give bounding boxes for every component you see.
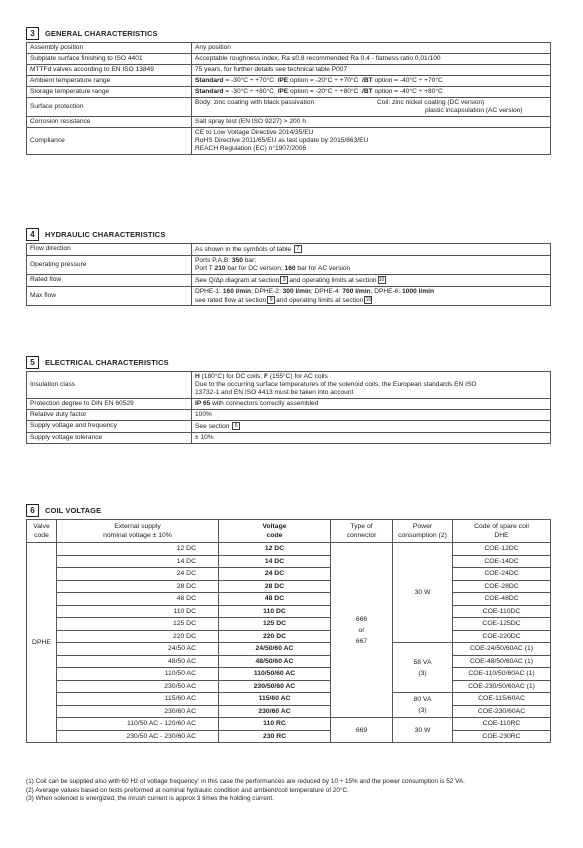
- section-header: [26, 503, 551, 517]
- spare-code: COE-230/50/60AC (1): [453, 680, 551, 693]
- ext-voltage: 230/50 AC: [57, 680, 219, 693]
- table-row: [27, 244, 551, 256]
- electrical-table: [26, 371, 551, 444]
- table-row: [27, 705, 551, 718]
- section-title: COIL VOLTAGE: [45, 505, 102, 515]
- table-row: [27, 730, 551, 743]
- row-label: Assembly position: [27, 43, 192, 54]
- col-header-valve: Valve code: [27, 520, 57, 543]
- ext-voltage: 48/50 AC: [57, 655, 219, 668]
- row-value: 100%: [192, 410, 551, 421]
- table-row: [27, 618, 551, 631]
- voltage-code: 12 DC: [219, 543, 331, 556]
- row-label: Relative duty factor: [27, 410, 192, 421]
- voltage-code: 110/50/60 AC: [219, 668, 331, 681]
- table-row: [27, 372, 551, 399]
- row-label: Operating pressure: [27, 255, 192, 274]
- col-header-power: Power consumption (2): [393, 520, 453, 543]
- table-row: [27, 432, 551, 443]
- footnotes: [26, 778, 465, 804]
- table-row: [27, 668, 551, 681]
- table-row: [27, 65, 551, 76]
- row-label: Insulation class: [27, 372, 192, 399]
- section-ref-icon[interactable]: 6: [232, 422, 240, 430]
- footnote: (3) When solenoid is energized, the inrush current is approx 3 times the holding current.: [26, 795, 274, 802]
- row-value: See Q/Δp diagram at section 9 and operating limits at section 10: [192, 274, 551, 286]
- ext-voltage: 24 DC: [57, 568, 219, 581]
- section-title: HYDRAULIC CHARACTERISTICS: [45, 229, 166, 239]
- table-row: [27, 543, 551, 556]
- ext-voltage: 24/50 AC: [57, 643, 219, 656]
- spare-code: COE-24DC: [453, 568, 551, 581]
- table-row: [27, 399, 551, 410]
- power-cell: 80 VA (3): [393, 693, 453, 718]
- col-header-voltage-code: Voltage code: [219, 520, 331, 543]
- section-header: [26, 227, 551, 241]
- row-label: Max flow: [27, 286, 192, 306]
- table-row: [27, 568, 551, 581]
- section-title: GENERAL CHARACTERISTICS: [45, 28, 158, 38]
- spare-code: COE-12DC: [453, 543, 551, 556]
- table-row: [27, 128, 551, 155]
- row-value: Any position: [192, 43, 551, 54]
- section-general: [26, 26, 551, 155]
- col-header-connector: Type of connector: [331, 520, 393, 543]
- table-row: [27, 693, 551, 706]
- table-row: [27, 286, 551, 306]
- section-header: [26, 26, 551, 40]
- ext-voltage: 48 DC: [57, 593, 219, 606]
- voltage-code: 115/60 AC: [219, 693, 331, 706]
- footnote: (2) Average values based on tests preformed at nominal hydraulic condition and ambient/coil temperature of 20°C.: [26, 786, 349, 794]
- row-value: H (180°C) for DC coils; F (155°C) for AC coils Due to the occurring surface temperatures of the solenoid coils, the European standards EN ISO 13732-1 and EN ISO 4413 must be taken into account: [192, 372, 551, 399]
- voltage-code: 110 DC: [219, 605, 331, 618]
- table-row: [27, 605, 551, 618]
- ext-voltage: 125 DC: [57, 618, 219, 631]
- section-ref-icon[interactable]: 10: [378, 276, 385, 283]
- ext-voltage: 110/50 AC - 120/60 AC: [57, 718, 219, 731]
- row-value: As shown in the symbols of table 7: [192, 244, 551, 256]
- spare-code: COE-110RC: [453, 718, 551, 731]
- connector-cell: 666 or 667: [331, 543, 393, 718]
- voltage-code: 24 DC: [219, 568, 331, 581]
- ext-voltage: 110 DC: [57, 605, 219, 618]
- voltage-code: 48/50/60 AC: [219, 655, 331, 668]
- table-row: [27, 117, 551, 128]
- row-label: Protection degree to DIN EN 60529: [27, 399, 192, 410]
- ext-voltage: 230/60 AC: [57, 705, 219, 718]
- voltage-code: 28 DC: [219, 580, 331, 593]
- row-value: IP 65 with connectors correctly assembled: [192, 399, 551, 410]
- spare-code: COE-24/50/60AC (1): [453, 643, 551, 656]
- row-value: Acceptable roughness index, Ra ≤0,8 recommended Ra 0,4 - flatness ratio 0,01/100: [192, 54, 551, 65]
- section-electrical: [26, 355, 551, 444]
- table-row: [27, 421, 551, 433]
- section-number: 3: [26, 27, 39, 40]
- table-row: [27, 87, 551, 98]
- table-row: [27, 643, 551, 656]
- section-number: 5: [26, 356, 39, 369]
- spare-code: COE-125DC: [453, 618, 551, 631]
- row-value: Ports P,A,B: 350 bar; Port T 210 bar for DC version; 160 bar for AC version: [192, 255, 551, 274]
- spare-code: COE-48/50/60AC (1): [453, 655, 551, 668]
- row-label: Rated flow: [27, 274, 192, 286]
- row-value: CE to Low Voltage Directive 2014/35/EU RoHS Directive 2011/65/EU as last update by 2015/863/EU REACH Regulation (EC) n°1907/2006: [192, 128, 551, 155]
- row-value: Body: zinc coating with black passivation Coil: zinc nickel coating (DC version) plastic incapsulation (AC version): [192, 98, 551, 117]
- spare-code: COE-14DC: [453, 555, 551, 568]
- voltage-code: 230/50/60 AC: [219, 680, 331, 693]
- ext-voltage: 14 DC: [57, 555, 219, 568]
- spare-code: COE-28DC: [453, 580, 551, 593]
- ext-voltage: 110/50 AC: [57, 668, 219, 681]
- section-ref-icon[interactable]: 7: [294, 245, 302, 253]
- row-label: Flow direction: [27, 244, 192, 256]
- table-row: [27, 43, 551, 54]
- table-row: [27, 555, 551, 568]
- table-row: [27, 76, 551, 87]
- ext-voltage: 12 DC: [57, 543, 219, 556]
- general-table: [26, 42, 551, 155]
- coil-voltage-table: [26, 519, 551, 743]
- row-label: Subplate surface finishing to ISO 4401: [27, 54, 192, 65]
- power-cell: 30 W: [393, 543, 453, 643]
- section-coil-voltage: [26, 503, 551, 743]
- ext-voltage: 115/60 AC: [57, 693, 219, 706]
- table-row: [27, 680, 551, 693]
- row-value: 75 years, for further details see technical table P007: [192, 65, 551, 76]
- valve-code-cell: DPHE: [27, 543, 57, 743]
- row-label: Ambient temperature range: [27, 76, 192, 87]
- power-cell: 58 VA (3): [393, 643, 453, 693]
- section-ref-icon[interactable]: 9: [267, 296, 275, 304]
- power-cell: 30 W: [393, 718, 453, 743]
- section-header: [26, 355, 551, 369]
- voltage-code: 48 DC: [219, 593, 331, 606]
- section-ref-icon[interactable]: 10: [365, 296, 372, 303]
- section-title: ELECTRICAL CHARACTERISTICS: [45, 357, 169, 367]
- row-label: Surface protection: [27, 98, 192, 117]
- section-number: 4: [26, 228, 39, 241]
- row-value: ± 10%: [192, 432, 551, 443]
- row-label: Supply voltage tolerance: [27, 432, 192, 443]
- table-row: [27, 54, 551, 65]
- row-label: Compliance: [27, 128, 192, 155]
- row-value: Salt spray test (EN ISO 9227) > 200 h: [192, 117, 551, 128]
- spare-code: COE-110DC: [453, 605, 551, 618]
- voltage-code: 24/50/60 AC: [219, 643, 331, 656]
- table-row: [27, 718, 551, 731]
- section-number: 6: [26, 504, 39, 517]
- ext-voltage: 28 DC: [57, 580, 219, 593]
- section-hydraulic: [26, 227, 551, 306]
- row-value: Standard = -30°C ÷ +70°C /PE option = -20°C ÷ +70°C /BT option = -40°C ÷ +70°C: [192, 76, 551, 87]
- table-row: [27, 630, 551, 643]
- footnote: (1) Coil can be supplied also with 60 Hz of voltage frequency: in this case the performances are reduced by 10 ÷ 15% and the power consumption is 52 VA.: [26, 778, 465, 785]
- table-header-row: [27, 520, 551, 543]
- row-value: DPHE-1: 160 l/min; DPHE-2: 300 l/min; DPHE-4: 700 l/min; DPHE-6: 1000 l/min see rated flow at section 9 and operating limits at section 10: [192, 286, 551, 306]
- ext-voltage: 220 DC: [57, 630, 219, 643]
- row-value: See section 6: [192, 421, 551, 433]
- table-row: [27, 655, 551, 668]
- table-row: [27, 593, 551, 606]
- voltage-code: 125 DC: [219, 618, 331, 631]
- voltage-code: 14 DC: [219, 555, 331, 568]
- table-row: [27, 274, 551, 286]
- spare-code: COE-220DC: [453, 630, 551, 643]
- col-header-external: External supply nominal voltage ± 10%: [57, 520, 219, 543]
- spare-code: COE-230RC: [453, 730, 551, 743]
- voltage-code: 230 RC: [219, 730, 331, 743]
- row-value: Standard = -30°C ÷ +80°C /PE option = -20°C ÷ +80°C /BT option = -40°C ÷ +80°C: [192, 87, 551, 98]
- hydraulic-table: [26, 243, 551, 306]
- table-row: [27, 98, 551, 117]
- spare-code: COE-115/60AC: [453, 693, 551, 706]
- col-header-spare: Code of spare coil DHE: [453, 520, 551, 543]
- voltage-code: 220 DC: [219, 630, 331, 643]
- voltage-code: 110 RC: [219, 718, 331, 731]
- table-row: [27, 410, 551, 421]
- row-label: Supply voltage and frequency: [27, 421, 192, 433]
- connector-cell: 669: [331, 718, 393, 743]
- spare-code: COE-230/60AC: [453, 705, 551, 718]
- row-label: Corrosion resistance: [27, 117, 192, 128]
- spare-code: COE-48DC: [453, 593, 551, 606]
- voltage-code: 230/60 AC: [219, 705, 331, 718]
- section-ref-icon[interactable]: 9: [280, 276, 288, 284]
- spare-code: COE-110/50/60AC (1): [453, 668, 551, 681]
- table-row: [27, 580, 551, 593]
- ext-voltage: 230/50 AC - 230/60 AC: [57, 730, 219, 743]
- row-label: Storage temperature range: [27, 87, 192, 98]
- row-label: MTTFd valves according to EN ISO 13849: [27, 65, 192, 76]
- table-row: [27, 255, 551, 274]
